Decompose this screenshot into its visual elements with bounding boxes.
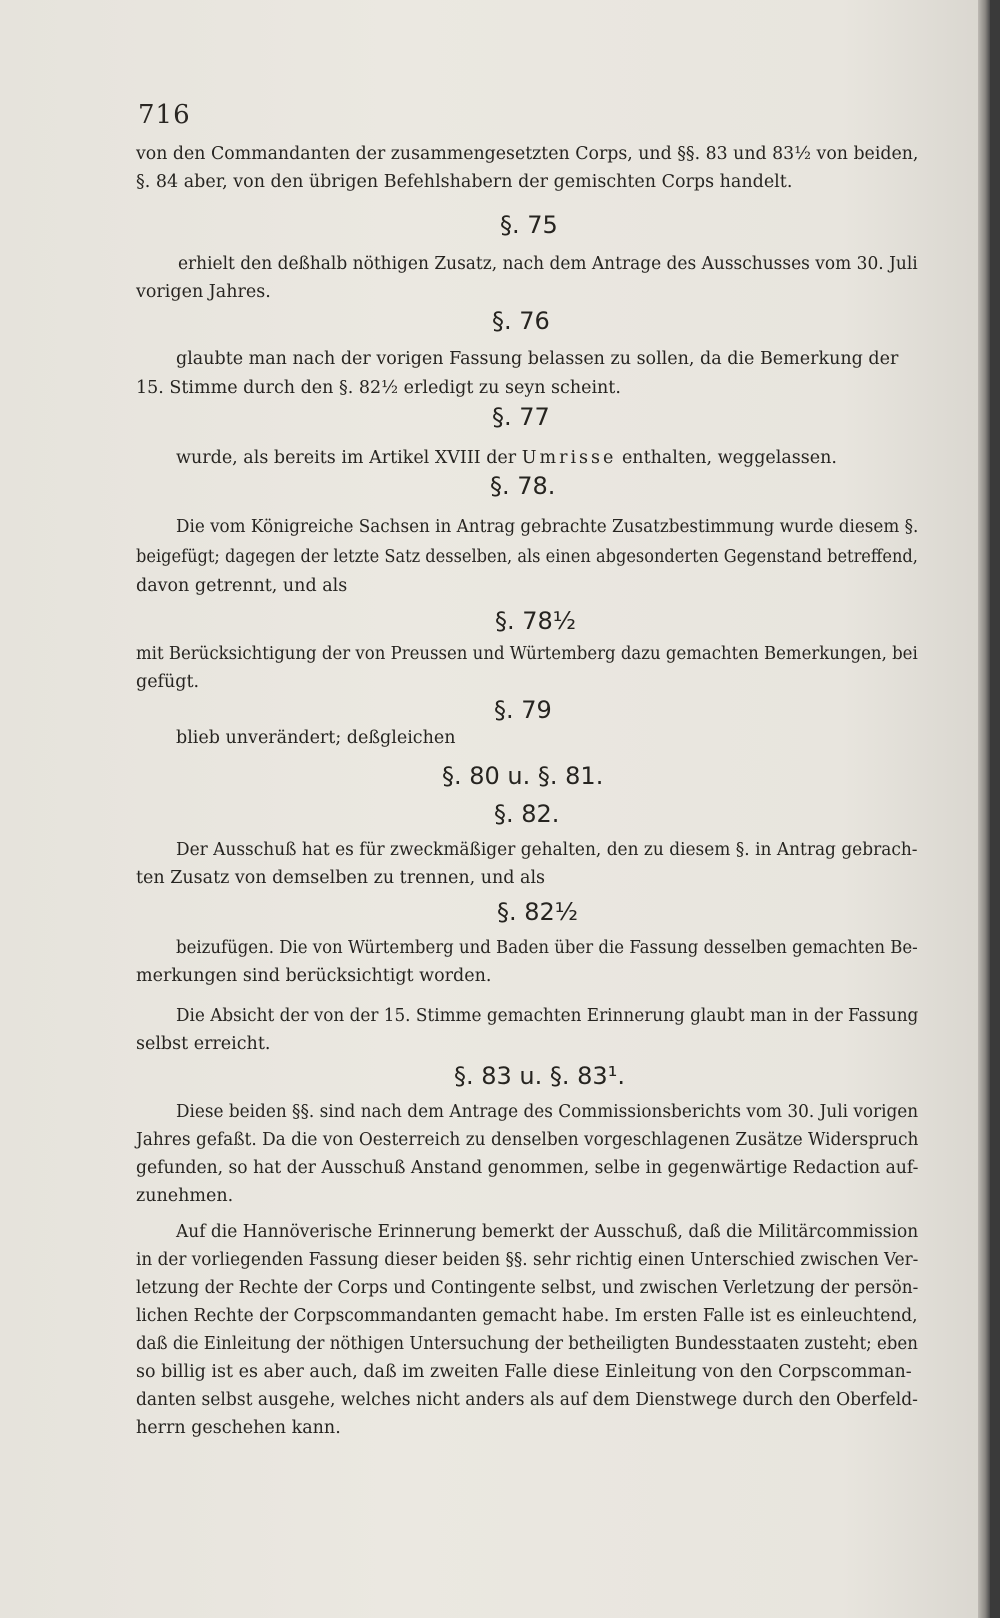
section-heading-77: §. 77 [492, 403, 550, 431]
page-edge [978, 0, 990, 1618]
text-line: lichen Rechte der Corpscommandanten gemacht habe. Im ersten Falle ist es einleuchtend, [136, 1306, 918, 1326]
text-line: merkungen sind berücksichtigt worden. [136, 966, 492, 986]
text-line: §. 84 aber, von den übrigen Befehlshabern der gemischten Corps handelt. [136, 172, 793, 192]
text-line: in der vorliegenden Fassung dieser beiden §§. sehr richtig einen Unterschied zwischen Ver- [136, 1250, 919, 1270]
text-line: so billig ist es aber auch, daß im zweiten Falle diese Einleitung von den Corpscomman- [136, 1362, 912, 1382]
text-segment: enthalten, weggelassen. [621, 448, 837, 468]
text-line: beizufügen. Die von Würtemberg und Baden über die Fassung desselben gemachten Be- [176, 938, 918, 958]
section-heading-82: §. 82. [494, 800, 560, 828]
section-heading-82-half: §. 82½ [497, 898, 579, 926]
section-heading-78-half: §. 78½ [495, 607, 577, 635]
text-line: 15. Stimme durch den §. 82½ erledigt zu seyn scheint. [136, 378, 621, 398]
text-line: gefunden, so hat der Ausschuß Anstand genommen, selbe in gegenwärtige Redaction auf- [136, 1158, 919, 1178]
text-line: ten Zusatz von demselben zu trennen, und als [136, 868, 546, 888]
section-heading-76: §. 76 [492, 307, 550, 335]
text-line: blieb unverändert; deßgleichen [176, 728, 456, 748]
text-line: Jahres gefaßt. Da die von Oesterreich zu denselben vorgeschlagenen Zusätze Widerspruch [136, 1130, 919, 1150]
text-line: erhielt den deßhalb nöthigen Zusatz, nach dem Antrage des Ausschusses vom 30. Juli [178, 254, 918, 274]
section-heading-83: §. 83 u. §. 83¹. [454, 1062, 625, 1090]
text-line: Auf die Hannöverische Erinnerung bemerkt der Ausschuß, daß die Militärcommission [176, 1222, 919, 1242]
text-line [176, 446, 837, 470]
section-heading-75: §. 75 [500, 211, 558, 239]
text-line: gefügt. [136, 672, 200, 692]
text-line: von den Commandanten der zusammengesetzten Corps, und §§. 83 und 83½ von beiden, [136, 144, 919, 164]
text-emphasis: Umrisse [521, 448, 617, 468]
section-heading-79: §. 79 [494, 696, 552, 724]
text-line: Diese beiden §§. sind nach dem Antrage des Commissionsberichts vom 30. Juli vorigen [176, 1102, 919, 1122]
text-line: Der Ausschuß hat es für zweckmäßiger gehalten, den zu diesem §. in Antrag gebrach- [176, 840, 918, 860]
text-line: beigefügt; dagegen der letzte Satz desselben, als einen abgesonderten Gegenstand betreffend, [136, 547, 918, 567]
text-line: letzung der Rechte der Corps und Contingente selbst, und zwischen Verletzung der persön- [136, 1278, 919, 1298]
text-line: selbst erreicht. [136, 1034, 271, 1054]
text-line: vorigen Jahres. [136, 282, 271, 302]
section-heading-80-81: §. 80 u. §. 81. [442, 762, 604, 790]
text-line: Die vom Königreiche Sachsen in Antrag gebrachte Zusatzbestimmung wurde diesem §. [176, 517, 919, 537]
section-heading-78: §. 78. [490, 472, 556, 500]
text-line: danten selbst ausgehe, welches nicht anders als auf dem Dienstwege durch den Oberfeld- [136, 1390, 918, 1410]
text-line: herrn geschehen kann. [136, 1418, 341, 1438]
text-line: daß die Einleitung der nöthigen Untersuchung der betheiligten Bundesstaaten zusteht; eben [136, 1334, 918, 1354]
page-number: 716 [138, 100, 191, 130]
text-line: Die Absicht der von der 15. Stimme gemachten Erinnerung glaubt man in der Fassung [176, 1006, 919, 1026]
text-line: davon getrennt, und als [136, 576, 348, 596]
text-segment: wurde, als bereits im Artikel XVIII der [176, 448, 517, 468]
text-line: glaubte man nach der vorigen Fassung belassen zu sollen, da die Bemerkung der [176, 349, 899, 369]
text-line: mit Berücksichtigung der von Preussen und Würtemberg dazu gemachten Bemerkungen, bei [136, 644, 918, 664]
text-line: zunehmen. [136, 1186, 234, 1206]
